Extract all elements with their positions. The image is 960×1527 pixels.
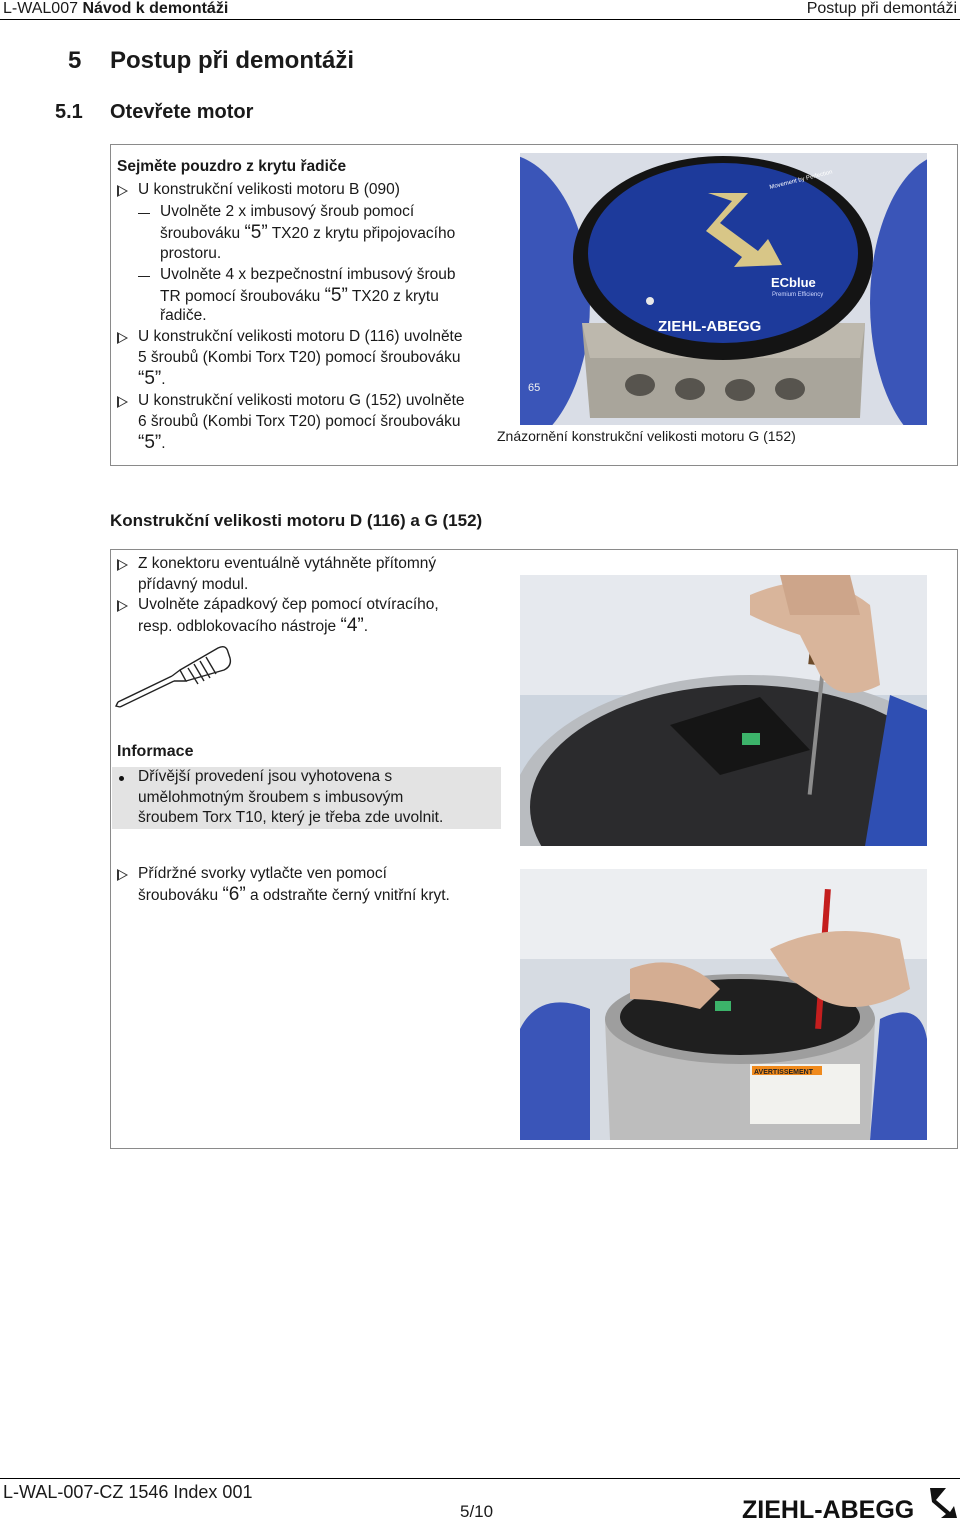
step-arrow-icon xyxy=(117,600,128,612)
motor-g152-illustration xyxy=(520,153,927,425)
text-part: . xyxy=(161,371,166,388)
text-part: a odstraňte černý vnitřní kryt. xyxy=(250,887,450,904)
box1-sub1-line3: prostoru. xyxy=(160,245,222,262)
step-arrow-icon xyxy=(117,332,128,344)
step-arrow-icon xyxy=(117,396,128,408)
box1-sub1-line2 xyxy=(160,223,455,245)
box1-heading: Sejměte pouzdro z krytu řadiče xyxy=(117,158,347,175)
step-arrow-icon xyxy=(117,559,128,571)
bullet-icon xyxy=(119,776,124,781)
header-rule xyxy=(0,19,960,20)
box2-step3-line2 xyxy=(138,885,450,907)
cover-removal-photo xyxy=(520,869,927,1140)
tool-reference: “5” xyxy=(138,432,162,453)
chapter-number: 5 xyxy=(68,47,82,74)
text-part: TR pomocí šroubováku xyxy=(160,288,321,305)
tool-number: 5 xyxy=(144,368,155,389)
box2-step3-line1: Přídržné svorky vytlačte ven pomocí xyxy=(138,865,387,882)
latch-unlock-illustration xyxy=(520,575,927,846)
box1-step1: U konstrukční velikosti motoru B (090) xyxy=(138,181,400,198)
info-line2: umělohmotným šroubem s imbusovým xyxy=(138,789,404,806)
text-part: šroubováku xyxy=(138,887,219,904)
logo-text: ZIEHL-ABEGG xyxy=(742,1496,915,1522)
ziehl-abegg-logo xyxy=(742,1484,957,1527)
footer-rule xyxy=(0,1478,960,1479)
section-number: 5.1 xyxy=(55,101,83,123)
box1-sub2-line3: řadiče. xyxy=(160,307,207,324)
photo-product-label: ECblue xyxy=(771,275,816,290)
header-doc-code: L-WAL007 xyxy=(3,0,78,17)
section-title-text: Otevřete motor xyxy=(110,101,254,123)
dash-icon xyxy=(138,213,150,214)
box1-step3-line1: U konstrukční velikosti motoru G (152) uvolněte xyxy=(138,392,465,409)
box1-step2-line3 xyxy=(138,369,166,391)
box1-sub2-line1: Uvolněte 4 x bezpečnostní imbusový šroub xyxy=(160,266,456,283)
text-part: šroubováku xyxy=(160,225,241,242)
box1-step3-line3 xyxy=(138,433,166,455)
unlocking-tool-icon xyxy=(114,640,234,714)
photo-caption: Znázornění konstrukční velikosti motoru G (152) xyxy=(497,428,796,444)
subheading-motor-sizes: Konstrukční velikosti motoru D (116) a G (152) xyxy=(110,511,483,530)
tool-reference: “5” xyxy=(324,285,348,306)
tool-reference: “6” xyxy=(222,884,246,905)
box1-step2-line2: 5 šroubů (Kombi Torx T20) pomocí šroubováku xyxy=(138,349,461,366)
text-part: resp. odblokovacího nástroje xyxy=(138,618,337,635)
text-part: . xyxy=(363,618,369,635)
header-doc-name: Návod k demontáži xyxy=(82,0,229,17)
tool-number: 5 xyxy=(144,432,155,453)
section-title xyxy=(55,101,253,124)
photo-side-label: 65 xyxy=(528,382,541,394)
tool-number: 6 xyxy=(228,884,240,905)
photo-brand-label: ZIEHL-ABEGG xyxy=(658,318,762,335)
ziehl-abegg-logo-icon xyxy=(742,1484,957,1522)
page-number: 5/10 xyxy=(460,1502,494,1521)
chapter-title-text: Postup při demontáži xyxy=(110,47,355,74)
step-arrow-icon xyxy=(117,869,128,881)
warning-label: AVERTISSEMENT xyxy=(754,1069,813,1076)
photo-tagline: Movement by Perfection xyxy=(769,169,834,191)
tool-number: 4 xyxy=(346,615,358,636)
dash-icon xyxy=(138,276,150,277)
cover-removal-illustration xyxy=(520,869,927,1140)
header-doc-title xyxy=(3,0,228,18)
step-arrow-icon xyxy=(117,185,128,197)
box1-step3-line2: 6 šroubů (Kombi Torx T20) pomocí šroubováku xyxy=(138,413,461,430)
text-part: TX20 z krytu připojovacího xyxy=(271,225,456,242)
header-section-title: Postup při demontáži xyxy=(806,0,957,17)
box1-sub2-line2 xyxy=(160,286,439,308)
tool-number: 5 xyxy=(330,285,342,306)
box1-sub1-line1: Uvolněte 2 x imbusový šroub pomocí xyxy=(160,203,415,220)
box2-step2-line2 xyxy=(138,616,368,638)
text-part: . xyxy=(161,435,166,452)
box2-step1-line1: Z konektoru eventuálně vytáhněte přítomný xyxy=(138,555,437,572)
tool-reference: “5” xyxy=(138,368,162,389)
footer-doc-index: L-WAL-007-CZ 1546 Index 001 xyxy=(3,1482,253,1502)
info-line1: Dřívější provedení jsou vyhotovena s xyxy=(138,768,393,785)
text-part: TX20 z krytu xyxy=(351,288,439,305)
chapter-title xyxy=(68,47,354,75)
latch-unlock-photo xyxy=(520,575,927,846)
box2-step1-line2: přídavný modul. xyxy=(138,576,249,593)
info-line3: šroubem Torx T10, který je třeba zde uvolnit. xyxy=(138,809,444,826)
tool-number: 5 xyxy=(250,222,262,243)
tool-reference: “5” xyxy=(244,222,268,243)
tool-reference: “4” xyxy=(340,615,364,636)
photo-product-sub: Premium Efficiency xyxy=(772,292,824,298)
motor-g152-photo xyxy=(520,153,927,425)
box1-step2-line1: U konstrukční velikosti motoru D (116) uvolněte xyxy=(138,328,463,345)
info-heading: Informace xyxy=(117,743,194,760)
box2-step2-line1: Uvolněte západkový čep pomocí otvíracího, xyxy=(138,596,439,613)
